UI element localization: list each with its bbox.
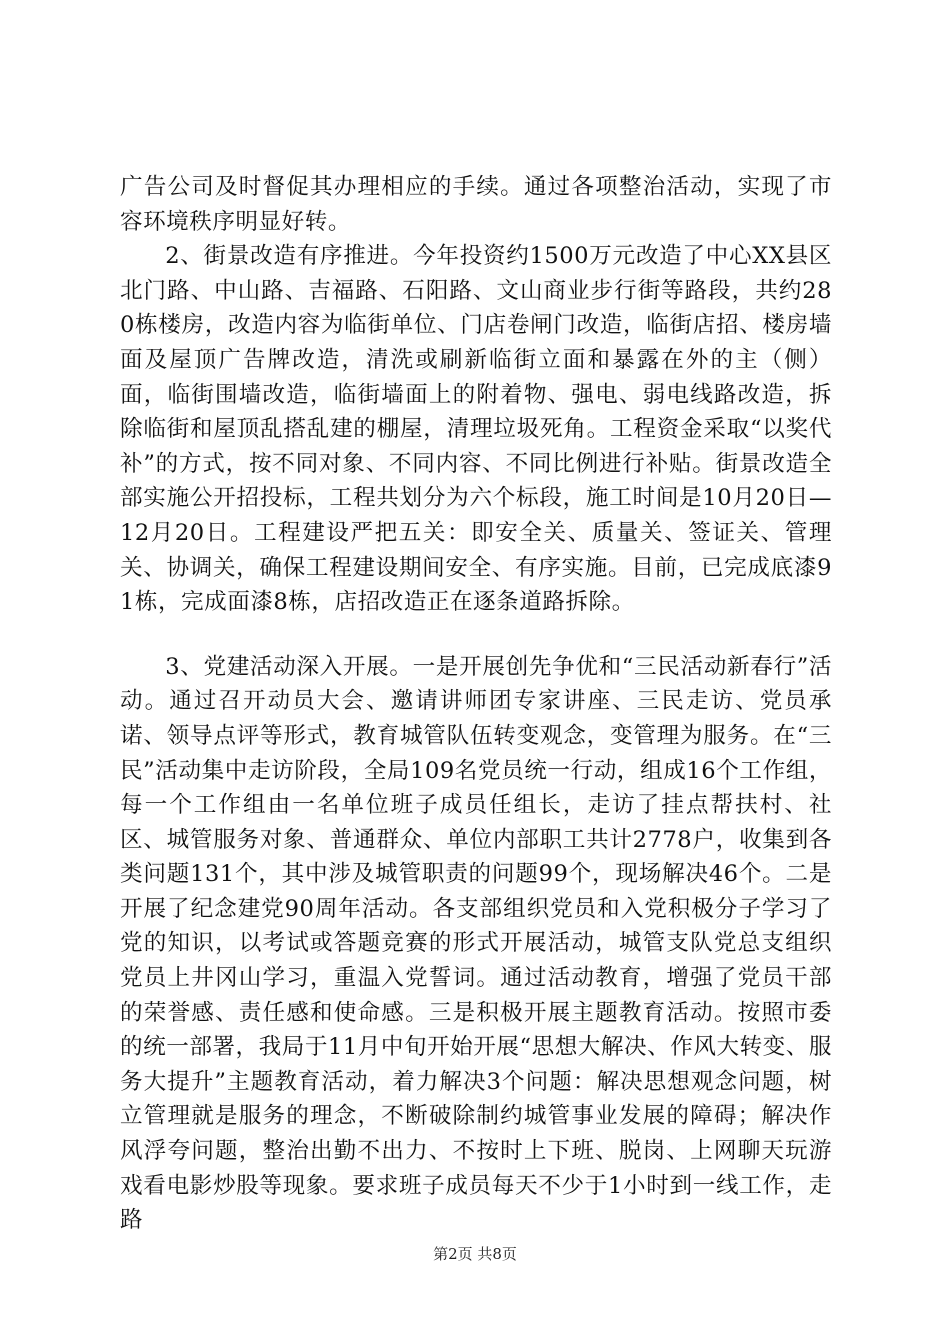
paragraph-2: 2、街景改造有序推进。今年投资约1500万元改造了中心XX县区北门路、中山路、吉福路、石阳路、文山商业步行街等路段，共约280栋楼房，改造内容为临街单位、门店卷闸门改造，临街店招、楼房墙面及屋顶广告牌改造，清洗或刷新临街立面和暴露在外的主（侧）面，临街围墙改造，临街墙面上的附着物、强电、弱电线路改造，拆除临街和屋顶乱搭乱建的棚屋，清理垃圾死角。工程资金采取“以奖代补”的方式，按不同对象、不同内容、不同比例进行补贴。街景改造全部实施公开招投标，工程共划分为六个标段，施工时间是10月20日—12月20日。工程建设严把五关：即安全关、质量关、签证关、管理关、协调关，确保工程建设期间安全、有序实施。目前，已完成底漆91栋，完成面漆8栋，店招改造正在逐条道路拆除。 (120, 243, 832, 616)
document-body (120, 170, 832, 1238)
page-footer: 第2页 共8页 (433, 1245, 517, 1263)
paragraph-1: 广告公司及时督促其办理相应的手续。通过各项整治活动，实现了市容环境秩序明显好转。 (120, 174, 832, 235)
paragraph-3: 3、党建活动深入开展。一是开展创先争优和“三民活动新春行”活动。通过召开动员大会、邀请讲师团专家讲座、三民走访、党员承诺、领导点评等形式，教育城管队伍转变观念，变管理为服务。在“三民”活动集中走访阶段，全局109名党员统一行动，组成16个工作组，每一个工作组由一名单位班子成员任组长，走访了挂点帮扶村、社区、城管服务对象、普通群众、单位内部职工共计2778户，收集到各类问题131个，其中涉及城管职责的问题99个，现场解决46个。二是开展了纪念建党90周年活动。各支部组织党员和入党积极分子学习了党的知识，以考试或答题竞赛的形式开展活动，城管支队党总支组织党员上井冈山学习，重温入党誓词。通过活动教育，增强了党员干部的荣誉感、责任感和使命感。三是积极开展主题教育活动。按照市委的统一部署，我局于11月中旬开始开展“思想大解决、作风大转变、服务大提升”主题教育活动，着力解决3个问题：解决思想观念问题，树立管理就是服务的理念，不断破除制约城管事业发展的障碍；解决作风浮夸问题，整治出勤不出力、不按时上下班、脱岗、上网聊天玩游戏看电影炒股等现象。要求班子成员每天不少于1小时到一线工作，走路 (120, 653, 832, 1234)
